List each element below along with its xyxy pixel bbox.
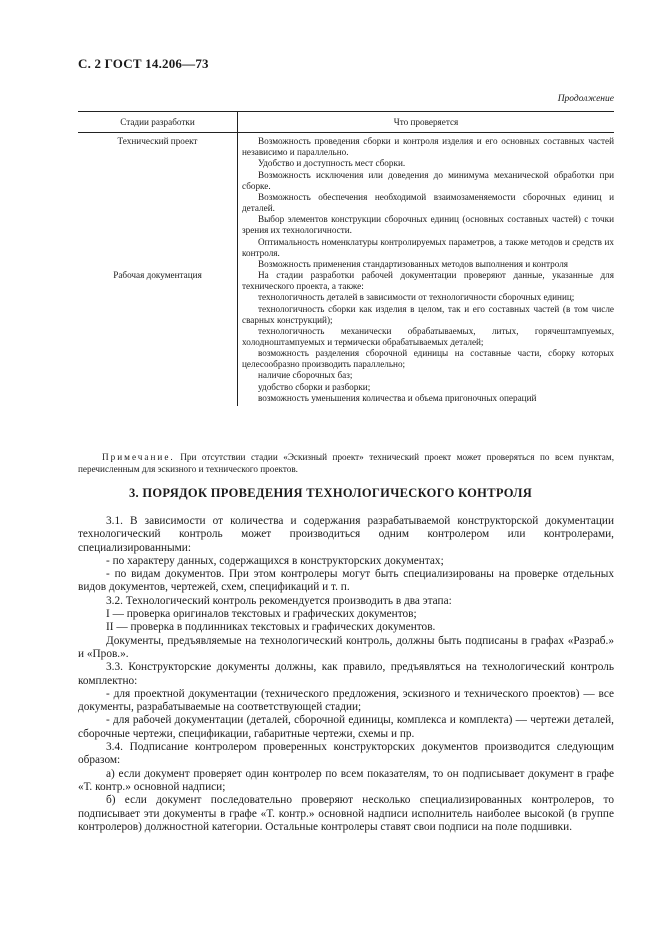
check-item: возможность разделения сборочной единицы на составные части, сборку которых целесообразно производить параллельно; [242, 348, 614, 370]
check-item: Возможность обеспечения необходимой взаимозаменяемости сборочных единиц и деталей. [242, 191, 614, 214]
table-note [78, 451, 614, 475]
stage-cell: Рабочая документация [78, 270, 238, 406]
column-header-stages: Стадии разработки [78, 112, 238, 133]
check-item: удобство сборки и разборки; [258, 381, 371, 392]
checks-cell [238, 270, 615, 406]
column-header-checks: Что проверяется [238, 112, 615, 133]
section-body [78, 515, 614, 834]
paragraph: - для проектной документации (технического предложения, эскизного и технического проектов) — все документы, разрабатываемые на соответствующей стадии; [78, 687, 614, 714]
check-item: На стадии разработки рабочей документации проверяют данные, указанные для технического проекта, а также: [242, 270, 614, 292]
paragraph: I — проверка оригиналов текстовых и графических документов; [106, 608, 417, 621]
check-item: Возможность исключения или доведения до минимума механической обработки при сборке. [242, 169, 614, 191]
check-item: технологичность механически обрабатываемых, литых, горячештампуемых, холодноштампуемых и термически обрабатываемых деталей; [242, 325, 614, 347]
paragraph: Документы, предъявляемые на технологический контроль, должны быть подписаны в графах «Разраб.» и «Пров.». [78, 634, 614, 660]
stage-cell: Технический проект [78, 133, 238, 270]
check-item: технологичность сборки как изделия в целом, так и его составных частей (в том числе сварных конструкций); [242, 303, 614, 325]
check-item: Выбор элементов конструкции сборочных единиц (основных составных частей) с точки зрения их технологичности. [242, 214, 614, 236]
note-label: Примечание. [102, 452, 175, 462]
check-item: возможность уменьшения количества и объема пригоночных операций [258, 392, 537, 403]
paragraph: 3.4. Подписание контролером проверенных конструкторских документов производится следующим образом: [78, 741, 614, 767]
checks-cell [238, 133, 615, 270]
paragraph: 3.2. Технологический контроль рекомендуется производить в два этапа: [106, 594, 452, 607]
paragraph: б) если документ последовательно проверяют несколько специализированных контролеров, то подписывает эти документы в графе «Т. контр.» основной надписи исполнитель наиболее высокой (в группе контролеров) должностной категории. Остальные контролеры ставят свои подписи на поле подшивки. [78, 794, 614, 833]
paragraph: - по видам документов. При этом контролеры могут быть специализированы на проверке отдельных видов документов, чертежей, схем, спецификаций и т. п. [78, 568, 614, 594]
table-header-row [78, 112, 614, 133]
paragraph: а) если документ проверяет один контролер по всем показателям, то он подписывает документ в графе «Т. контр.» основной надписи; [78, 767, 614, 793]
check-item: Возможность проведения сборки и контроля изделия и его основных составных частей независимо и параллельно. [242, 136, 614, 158]
check-item: наличие сборочных баз; [258, 370, 353, 381]
paragraph: - для рабочей документации (деталей, сборочной единицы, комплекса и комплекта) — чертежи деталей, сборочные чертежи, спецификации, габаритные чертежи, схемы и пр. [78, 714, 614, 740]
section-title: 3. ПОРЯДОК ПРОВЕДЕНИЯ ТЕХНОЛОГИЧЕСКОГО КОНТРОЛЯ [128, 486, 533, 500]
table-row [78, 133, 614, 270]
paragraph: - по характеру данных, содержащихся в конструкторских документах; [106, 554, 444, 567]
paragraph: II — проверка в подлинниках текстовых и графических документов. [106, 621, 436, 634]
check-item: Возможность применения стандартизованных методов выполнения и контроля [258, 258, 569, 269]
paragraph: 3.1. В зависимости от количества и содержания разрабатываемой конструкторской документации технологический контроль может производиться одним контролером или контролерами, специализированными: [78, 515, 614, 554]
continuation-label: Продолжение [557, 94, 614, 104]
paragraph: 3.3. Конструкторские документы должны, как правило, предъявляться на технологический контроль комплектно: [78, 661, 614, 687]
note-text: При отсутствии стадии «Эскизный проект» технический проект может проверяться по всем пунктам, перечисленным для эскизного и технического проектов. [78, 452, 614, 474]
check-item: Удобство и доступность мест сборки. [258, 158, 406, 169]
check-item: Оптимальность номенклатуры контролируемых параметров, а также методов и средств их контроля. [242, 236, 614, 258]
table-row [78, 270, 614, 406]
development-stages-table [78, 111, 614, 406]
page-header: С. 2 ГОСТ 14.206—73 [78, 56, 209, 71]
check-item: технологичность деталей в зависимости от технологичности сборочных единиц; [258, 292, 575, 303]
